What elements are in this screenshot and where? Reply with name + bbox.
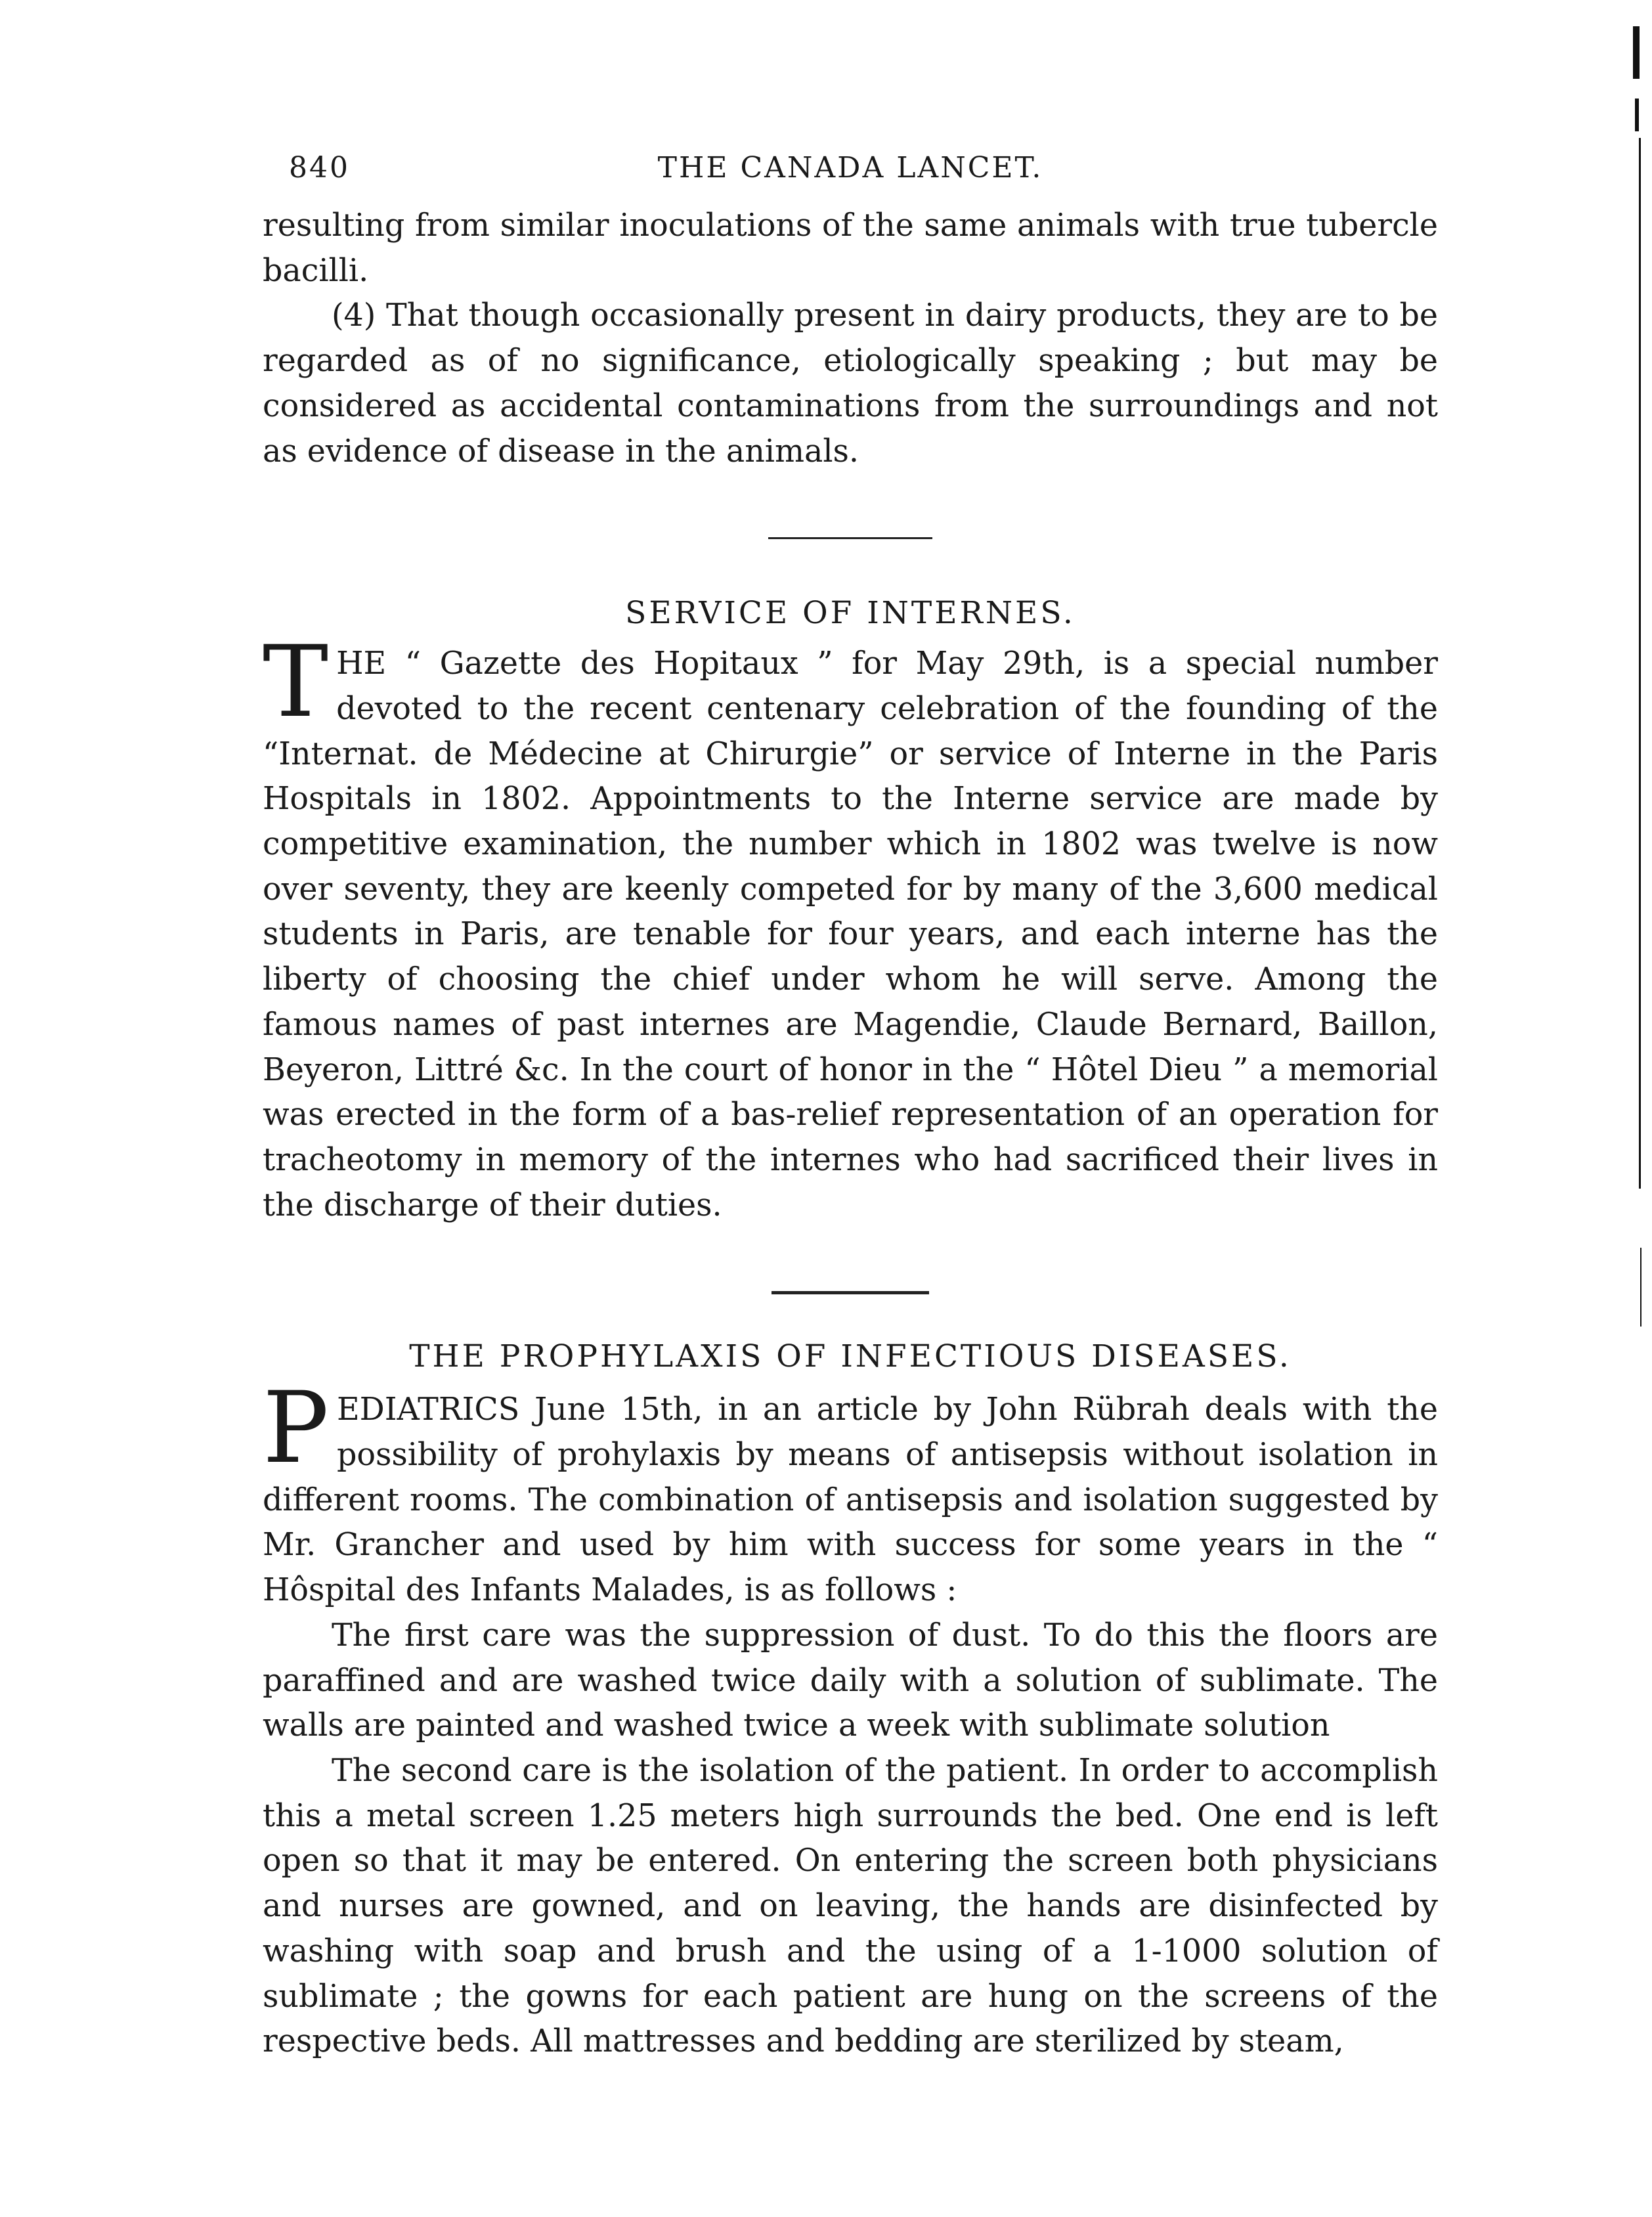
paragraph: The first care was the suppression of dust. To do this the floors are paraffined and are washed twice daily with a solution of sublimate. The walls are painted and washed twice a week with sublimate solution <box>263 1617 1438 1744</box>
section-divider <box>768 537 932 539</box>
scan-edge-mark <box>1633 26 1640 79</box>
page-number: 840 <box>289 151 350 185</box>
document-page <box>263 151 1438 2065</box>
scan-edge-line <box>1640 1248 1641 1327</box>
running-title: THE CANADA LANCET. <box>657 151 1043 185</box>
section-title: SERVICE OF INTERNES. <box>625 595 1076 632</box>
scan-edge-line <box>1639 138 1641 1189</box>
page-header <box>263 151 1438 204</box>
section-divider <box>772 1291 929 1294</box>
scan-edge-mark <box>1635 99 1639 131</box>
section-title: THE PROPHYLAXIS OF INFECTIOUS DISEASES. <box>409 1338 1292 1375</box>
section-paragraph: THE “ Gazette des Hopitaux ” for May 29th, is a special number devoted to the recent centenary celebration of the founding of the “Internat. de Médecine at Chirurgie” or service of Interne in the Paris Hospitals in 1802. Appointments to the Interne service are made by competitive examination, the number which in 1802 was twelve is now over seventy, they are keenly competed for by many of the 3,600 medical students in Paris, are tenable for four years, and each interne has the liberty of choosing the chief under whom he will serve. Among the famous names of past internes are Magendie, Claude Bernard, Baillon, Beyeron, Littré &c. In the court of honor in the “ Hôtel Dieu ” a memorial was erected in the form of a bas-relief representation of an operation for tracheotomy in memory of the internes who had sacrificed their lives in the discharge of their duties. <box>263 625 1438 1223</box>
paragraph: The second care is the isolation of the patient. In order to accomplish this a metal screen 1.25 meters high surrounds the bed. One end is left open so that it may be entered. On entering the screen both physicians and nurses are gowned, and on leaving, the hands are disinfected by washing with soap and brush and the using of a 1-1000 solution of sublimate ; the gowns for each patient are hung on the screens of the respective beds. All mattresses and bedding are sterilized by steam, <box>263 1752 1438 2060</box>
paragraph: (4) That though occasionally present in dairy products, they are to be regarded as of no significance, etiologically speaking ; but may be considered as accidental contaminations from the surroundings and not as evidence of disease in the animals. <box>263 297 1438 470</box>
continued-paragraph: resulting from similar inoculations of the same animals with true tubercle bacilli. <box>263 208 1438 289</box>
section-paragraph: PEDIATRICS June 15th, in an article by John Rübrah deals with the possibility of prohylaxis by means of antisepsis without isolation in different rooms. The combination of antisepsis and isolation suggested by Mr. Grancher and used by him with success for some years in the “ Hôspital des Infants Malades, is as follows : <box>263 1371 1438 1609</box>
